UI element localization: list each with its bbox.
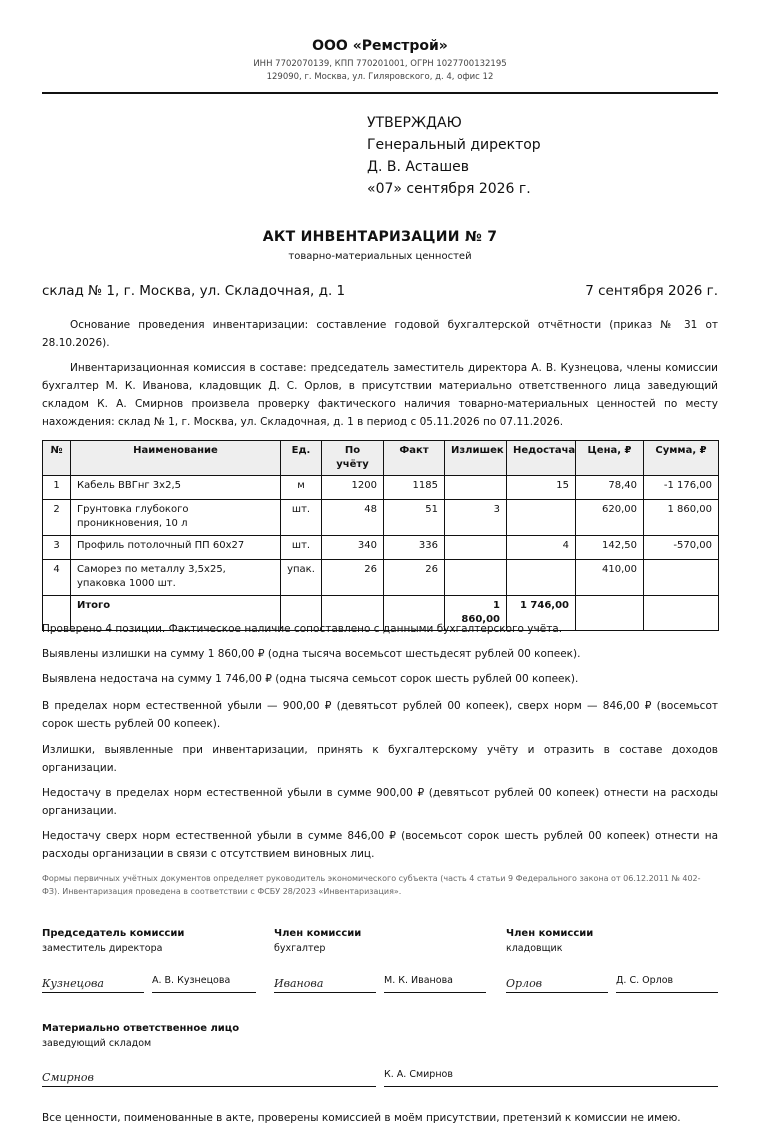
place-date-row [42,283,718,299]
org-requisites: ИНН 7702070139, КПП 770201001, ОГРН 1027700132195 [253,59,507,69]
cell-num: 1 [43,476,71,500]
cell-shortage: 4 [507,536,576,560]
total-shortage: 1 746,00 [507,596,576,631]
cell-num: 3 [43,536,71,560]
cell-unit: шт. [281,500,322,536]
signature-member-1 [274,928,494,998]
cell-sum: 1 860,00 [644,500,719,536]
document-date: 7 сентября 2026 г. [585,283,718,299]
signature-name: А. В. Кузнецова [152,975,231,986]
result-shortage: Выявлена недостача на сумму 1 746,00 ₽ (одна тысяча семьсот сорок шесть рублей 00 копеек). [42,673,579,685]
responsible-statement: Все ценности, поименованные в акте, проверены комиссией в моём присутствии, претензий к комиссии не имею. [42,1112,681,1124]
table-row [43,536,719,560]
signature-role: Член комиссии [274,928,362,939]
cell-price: 620,00 [576,500,644,536]
total-surplus: 1 860,00 [445,596,507,631]
handwritten-signature: Кузнецова [42,977,104,990]
signature-position: заведующий складом [42,1038,152,1049]
legal-note: Формы первичных учётных документов определяет руководитель экономического субъекта (часть 4 статьи 9 Федерального закона от 06.12.2011 № 402-ФЗ). Инвентаризация проведена в соответствии с ФСБУ 28/2023 «Инвентаризация». [42,874,701,896]
signature-position: бухгалтер [274,943,326,954]
cell-price: 78,40 [576,476,644,500]
approval-label: УТВЕРЖДАЮ [367,115,462,131]
signature-name: К. А. Смирнов [384,1069,453,1080]
cell-name: Профиль потолочный ПП 60х27 [71,536,281,560]
cell-shortage [507,560,576,596]
approval-name: Д. В. Асташев [367,159,470,175]
cell-fact: 51 [384,500,445,536]
cell-surplus: 3 [445,500,507,536]
cell-name: Грунтовка глубокого проникновения, 10 л [71,500,281,536]
cell-fact: 336 [384,536,445,560]
signature-position: заместитель директора [42,943,163,954]
handwritten-signature: Орлов [506,977,543,990]
table-row [43,560,719,596]
signature-name: Д. С. Орлов [616,975,674,986]
decision-shortage-over: Недостачу сверх норм естественной убыли в сумме 846,00 ₽ (восемьсот сорок шесть рублей 00 копеек) отнести на расходы организации в связи с отсутствием виновных лиц. [42,830,718,860]
signature-responsible [42,1023,718,1093]
result-surplus: Выявлены излишки на сумму 1 860,00 ₽ (одна тысяча восемьсот шестьдесят рублей 00 копеек). [42,648,581,660]
approval-block [367,112,541,200]
cell-book: 48 [322,500,384,536]
cell-sum [644,560,719,596]
table-row [43,500,719,536]
header-surplus: Излишек [445,441,507,476]
document-title: АКТ ИНВЕНТАРИЗАЦИИ № 7 [262,229,498,245]
signature-role: Материально ответственное лицо [42,1023,240,1034]
header-shortage: Недостача [507,441,576,476]
cell-fact: 1185 [384,476,445,500]
cell-book: 340 [322,536,384,560]
cell-price: 410,00 [576,560,644,596]
signature-name: М. К. Иванова [384,975,453,986]
cell-sum: -1 176,00 [644,476,719,500]
cell-name: Саморез по металлу 3,5х25, упаковка 1000 шт. [71,560,281,596]
header-price: Цена, ₽ [576,441,644,476]
header-fact: Факт [384,441,445,476]
decision-shortage-norm: Недостачу в пределах норм естественной убыли в сумме 900,00 ₽ (девятьсот рублей 00 копеек) отнести на расходы организации. [42,787,718,817]
signature-position: кладовщик [506,943,563,954]
signature-role: Член комиссии [506,928,594,939]
cell-num: 4 [43,560,71,596]
cell-surplus [445,560,507,596]
document-place: склад № 1, г. Москва, ул. Складочная, д. 1 [42,283,346,299]
cell-price: 142,50 [576,536,644,560]
signature-member-2 [506,928,718,998]
cell-surplus [445,536,507,560]
handwritten-signature: Иванова [274,977,324,990]
header-book: По учёту [322,441,384,476]
header-unit: Ед. [281,441,322,476]
signature-role: Председатель комиссии [42,928,185,939]
commission-paragraph: Инвентаризационная комиссия в составе: председатель заместитель директора А. В. Кузнецова, члены комиссии бухгалтер М. К. Иванова, кладовщик Д. С. Орлов, в присутствии материально ответственного лица заведующий складом К. А. Смирнов произвела проверку фактического наличия товарно-материальных ценностей по месту нахождения: склад № 1, г. Москва, ул. Складочная, д. 1 в период с 05.11.2026 по 07.11.2026. [42,362,718,428]
cell-num: 2 [43,500,71,536]
cell-unit: упак. [281,560,322,596]
handwritten-signature: Смирнов [42,1071,94,1084]
approval-date: «07» сентября 2026 г. [367,181,531,197]
inventory-table [42,440,719,631]
decision-surplus: Излишки, выявленные при инвентаризации, принять к бухгалтерскому учёту и отразить в составе доходов организации. [42,744,718,774]
approval-position: Генеральный директор [367,137,541,153]
header-sum: Сумма, ₽ [644,441,719,476]
cell-fact: 26 [384,560,445,596]
table-header-row [43,441,719,476]
document-subtitle: товарно-материальных ценностей [288,251,472,262]
cell-book: 1200 [322,476,384,500]
cell-shortage: 15 [507,476,576,500]
cell-unit: шт. [281,536,322,560]
org-address: 129090, г. Москва, ул. Гиляровского, д. 4, офис 12 [266,72,494,82]
org-name: ООО «Ремстрой» [312,38,448,54]
cell-sum: -570,00 [644,536,719,560]
result-checked: Проверено 4 позиции. Фактическое наличие сопоставлено с данными бухгалтерского учёта. [42,623,563,635]
result-norms: В пределах норм естественной убыли — 900,00 ₽ (девятьсот рублей 00 копеек), сверх норм — 846,00 ₽ (восемьсот сорок шесть рублей 00 копеек). [42,700,718,730]
basis-paragraph: Основание проведения инвентаризации: составление годовой бухгалтерской отчётности (приказ № 31 от 28.10.2026). [42,319,718,349]
table-row [43,476,719,500]
total-label: Итого [71,596,281,631]
cell-surplus [445,476,507,500]
header-name: Наименование [71,441,281,476]
cell-book: 26 [322,560,384,596]
header-divider [42,92,718,94]
cell-unit: м [281,476,322,500]
cell-shortage [507,500,576,536]
header-num: № [43,441,71,476]
signature-chair [42,928,262,998]
cell-name: Кабель ВВГнг 3х2,5 [71,476,281,500]
